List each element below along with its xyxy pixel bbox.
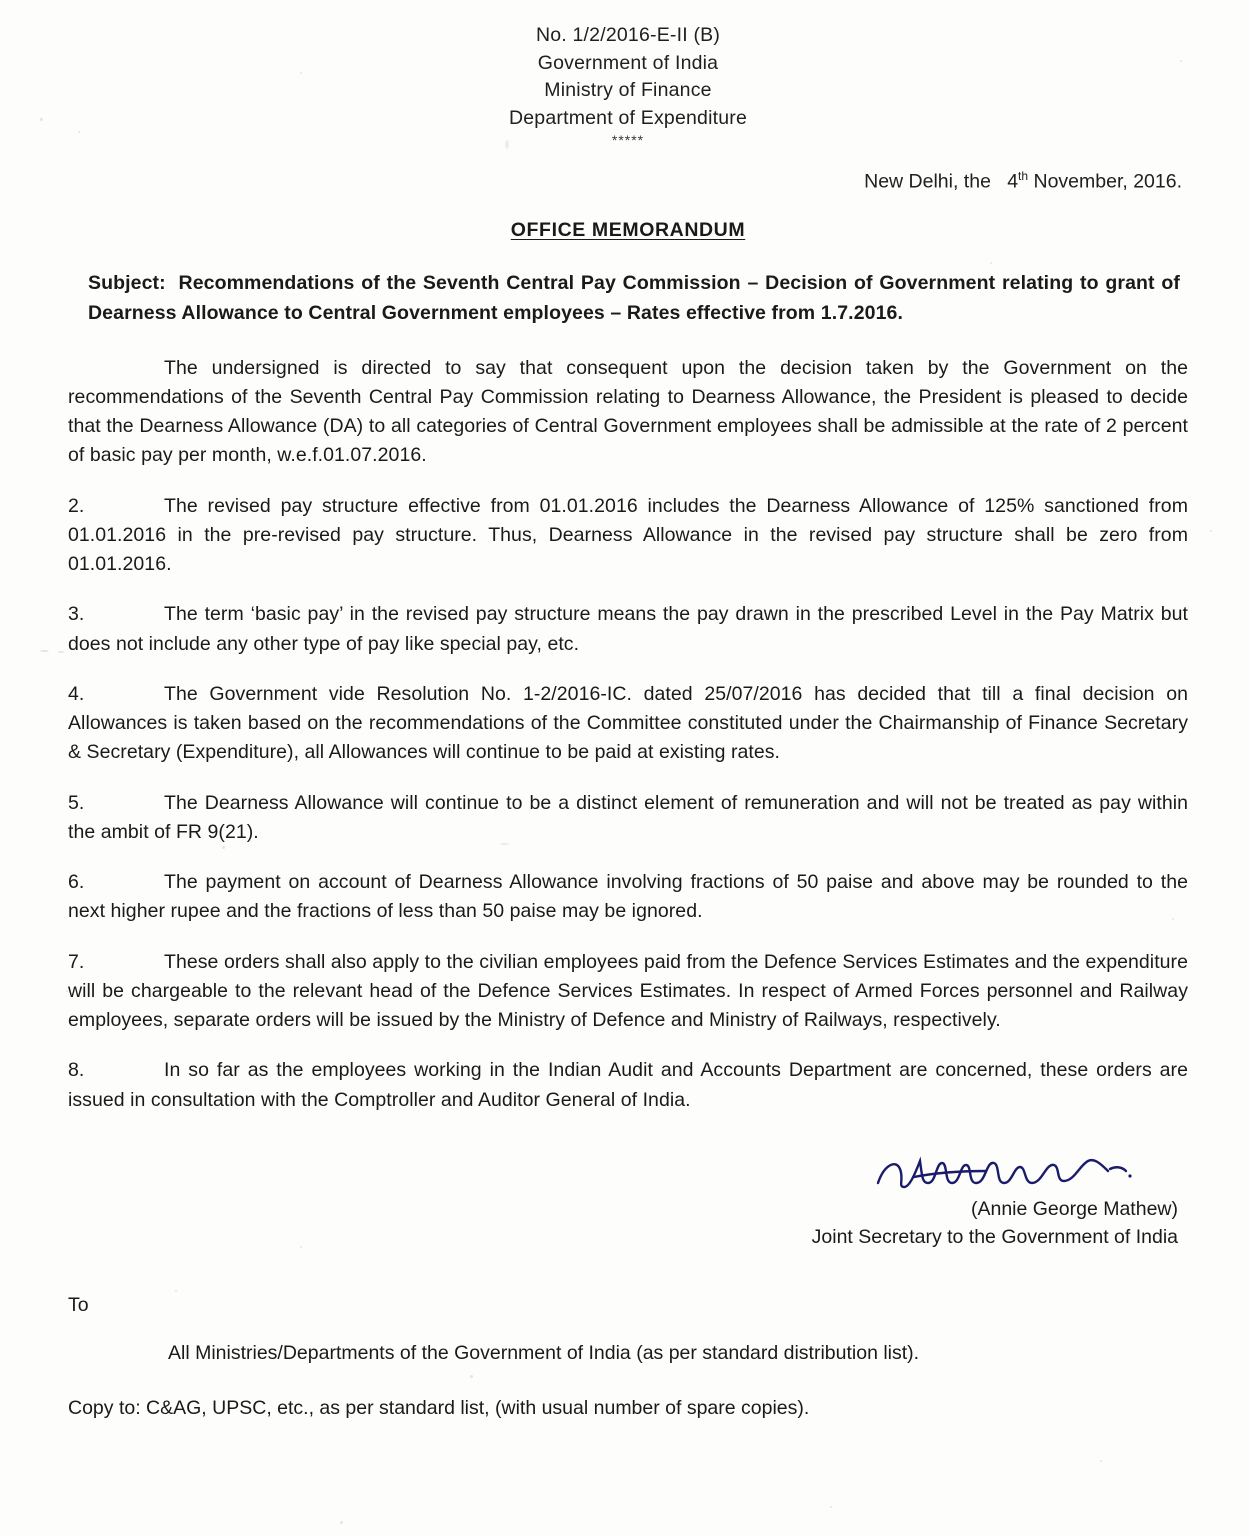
- handwritten-signature-icon: [68, 1149, 1178, 1195]
- signature-block: [68, 1149, 1188, 1252]
- to-recipient-line: All Ministries/Departments of the Government of India (as per standard distribution list).: [168, 1341, 920, 1364]
- scan-speck: [1210, 530, 1212, 532]
- paragraph-8-number: 8.: [68, 1059, 85, 1082]
- signatory-name: (Annie George Mathew): [970, 1197, 1178, 1220]
- paragraph-4-number: 4.: [68, 682, 85, 705]
- to-label: To: [68, 1294, 89, 1317]
- department-line: Department of Expenditure: [508, 107, 748, 130]
- letterhead: [68, 22, 1188, 151]
- scan-speck: [830, 1506, 832, 1508]
- document-body: [68, 22, 1188, 1423]
- paragraph-6-text: The payment on account of Dearness Allowance involving fractions of 50 paise and above may be rounded to the next higher rupee and the fractions of less than 50 paise may be ignored.: [68, 871, 1188, 923]
- scan-speck: [58, 651, 64, 653]
- government-line: Government of India: [537, 51, 719, 74]
- dateline-day-suffix: th: [1018, 168, 1029, 183]
- paragraph-2: [68, 492, 1188, 580]
- signatory-designation: Joint Secretary to the Government of India: [811, 1226, 1178, 1249]
- paragraph-7-text: These orders shall also apply to the civilian employees paid from the Defence Services Estimates and the expenditure will be chargeable to the relevant head of the Defence Services Estimates. In respect of Armed Forces personnel and Railway employees, separate orders will be issued by the Ministry of Defence and Ministry of Railways, respectively.: [68, 950, 1188, 1032]
- dateline-rest: November, 2016.: [1033, 170, 1182, 193]
- subject-label: Subject:: [88, 272, 166, 295]
- paragraph-4: [68, 680, 1188, 768]
- copy-to-line: Copy to: C&AG, UPSC, etc., as per standard list, (with usual number of spare copies).: [68, 1396, 810, 1419]
- scan-speck: [40, 118, 43, 121]
- paragraph-1-text: The undersigned is directed to say that consequent upon the decision taken by the Government on the recommendations of the Seventh Central Pay Commission relating to Dearness Allowance, the President is pleased to decide that the Dearness Allowance (DA) to all categories of Central Government employees shall be admissible at the rate of 2 percent of basic pay per month, w.e.f.01.07.2016.: [68, 356, 1188, 467]
- paragraph-8-text: In so far as the employees working in the Indian Audit and Accounts Department are concerned, these orders are issued in consultation with the Comptroller and Auditor General of India.: [68, 1059, 1188, 1111]
- paragraph-3: [68, 600, 1188, 659]
- paragraph-3-text: The term ‘basic pay’ in the revised pay structure means the pay drawn in the prescribed Level in the Pay Matrix but does not include any other type of pay like special pay, etc.: [68, 603, 1188, 655]
- star-separator: *****: [611, 131, 645, 148]
- scan-speck: [340, 1521, 343, 1524]
- file-number: No. 1/2/2016-E-II (B): [535, 24, 721, 46]
- dateline-day: 4: [1007, 170, 1019, 193]
- dateline: [68, 169, 1188, 194]
- paragraph-6-number: 6.: [68, 871, 85, 894]
- paragraph-4-text: The Government vide Resolution No. 1-2/2016-IC. dated 25/07/2016 has decided that till a final decision on Allowances is taken based on the recommendations of the Committee constituted under the Chairmanship of Finance Secretary & Secretary (Expenditure), all Allowances will continue to be paid at existing rates.: [68, 682, 1188, 764]
- subject-text: Recommendations of the Seventh Central Pay Commission – Decision of Government relating to grant of Dearness Allowance to Central Government employees – Rates effective from 1.7.2016.: [88, 272, 1180, 325]
- paragraph-5-text: The Dearness Allowance will continue to be a distinct element of remuneration and will not be treated as pay within the ambit of FR 9(21).: [68, 791, 1188, 843]
- paragraph-5: [68, 789, 1188, 848]
- paragraph-8: [68, 1056, 1188, 1115]
- paragraph-7-number: 7.: [68, 950, 85, 973]
- ministry-line: Ministry of Finance: [544, 79, 712, 102]
- paragraph-2-text: The revised pay structure effective from 01.01.2016 includes the Dearness Allowance of 125% sanctioned from 01.01.2016 in the pre-revised pay structure. Thus, Dearness Allowance in the revised pay structure shall be zero from 01.01.2016.: [68, 494, 1188, 576]
- distribution-block: [68, 1291, 1188, 1423]
- paragraph-2-number: 2.: [68, 494, 85, 517]
- page-title: OFFICE MEMORANDUM: [510, 219, 746, 242]
- subject-line: [68, 268, 1188, 328]
- scan-speck: [40, 650, 49, 652]
- paragraph-3-number: 3.: [68, 603, 85, 626]
- paragraph-6: [68, 868, 1188, 927]
- paragraph-5-number: 5.: [68, 791, 85, 814]
- scan-speck: [1100, 1460, 1102, 1462]
- dateline-prefix: New Delhi, the: [864, 170, 991, 193]
- paragraph-1: [68, 354, 1188, 471]
- paragraph-7: [68, 948, 1188, 1036]
